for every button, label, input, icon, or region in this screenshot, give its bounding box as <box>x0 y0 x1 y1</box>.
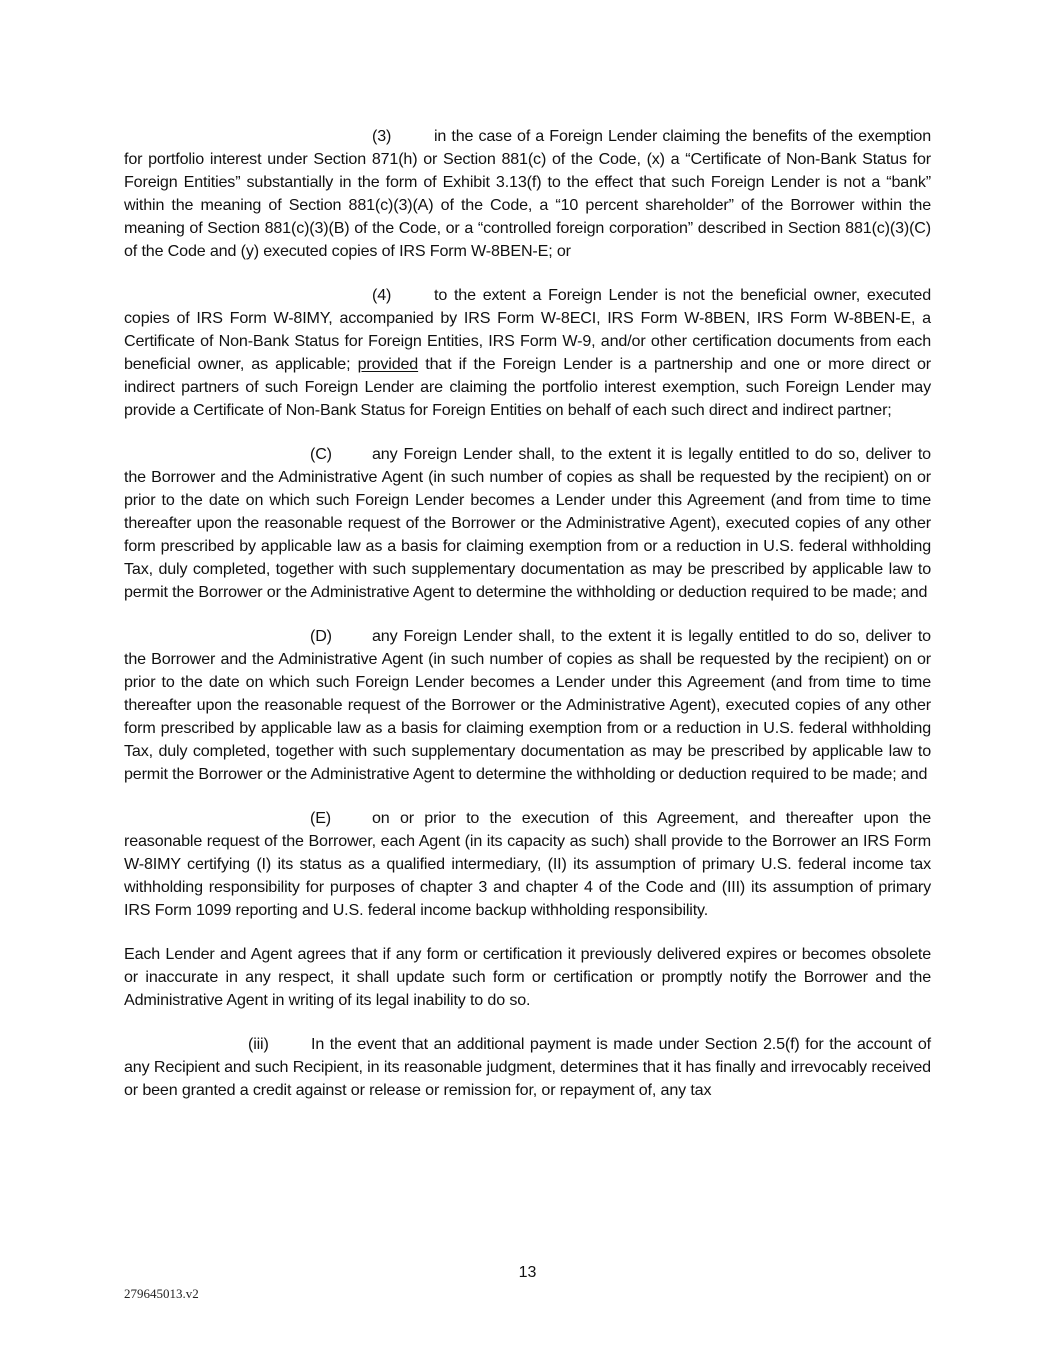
paragraph-marker: (iii) <box>248 1035 269 1053</box>
paragraph-text: on or prior to the execution of this Agreement, and thereafter upon the reasonable request of the Borrower, each Agent (in its capacity as such) shall provide to the Borrower an IRS Form W-8IMY certifying (I) its status as a qualified intermediary, (II) its assumption of primary U.S. federal income tax withholding responsibility for purposes of chapter 3 and chapter 4 of the Code and (III) its assumption of primary IRS Form 1099 reporting and U.S. federal income backup withholding responsibility. <box>124 809 931 919</box>
paragraph-marker: (3) <box>372 127 392 145</box>
paragraph-c <box>124 443 931 604</box>
paragraph-text: in the case of a Foreign Lender claiming the benefits of the exemption for portfolio interest under Section 871(h) or Section 881(c) of the Code, (x) a “Certificate of Non-Bank Status for Foreign Entities” substantially in the form of Exhibit 3.13(f) to the effect that such Foreign Lender is not a “bank” within the meaning of Section 881(c)(3)(A) of the Code, a “10 percent shareholder” of the Borrower within the meaning of Section 881(c)(3)(B) of the Code, or a “controlled foreign corporation” described in Section 881(c)(3)(C) of the Code and (y) executed copies of IRS Form W-8BEN-E; or <box>124 127 931 260</box>
document-id: 279645013.v2 <box>124 1286 199 1301</box>
paragraph-text: any Foreign Lender shall, to the extent it is legally entitled to do so, deliver to the Borrower and the Administrative Agent (in such number of copies as shall be requested by the recipient) on or prior to the date on which such Foreign Lender becomes a Lender under this Agreement (and from time to time thereafter upon the reasonable request of the Borrower or the Administrative Agent), executed copies of any other form prescribed by applicable law as a basis for claiming exemption from or a reduction in U.S. federal withholding Tax, duly completed, together with such supplementary documentation as may be prescribed by applicable law to permit the Borrower or the Administrative Agent to determine the withholding or deduction required to be made; and <box>124 627 931 783</box>
document-body <box>124 125 931 1123</box>
paragraph-marker: (C) <box>310 445 332 463</box>
paragraph-text: any Foreign Lender shall, to the extent it is legally entitled to do so, deliver to the Borrower and the Administrative Agent (in such number of copies as shall be requested by the recipient) on or prior to the date on which such Foreign Lender becomes a Lender under this Agreement (and from time to time thereafter upon the reasonable request of the Borrower or the Administrative Agent), executed copies of any other form prescribed by applicable law as a basis for claiming exemption from or a reduction in U.S. federal withholding Tax, duly completed, together with such supplementary documentation as may be prescribed by applicable law to permit the Borrower or the Administrative Agent to determine the withholding or deduction required to be made; and <box>124 445 931 601</box>
paragraph-3 <box>124 125 931 263</box>
paragraph-text-after: that if the Foreign Lender is a partnership and one or more direct or indirect partners of such Foreign Lender are claiming the portfolio interest exemption, such Foreign Lender may provide a Certificate of Non-Bank Status for Foreign Entities on behalf of each such direct and indirect partner; <box>124 355 931 419</box>
paragraph-text: In the event that an additional payment is made under Section 2.5(f) for the account of any Recipient and such Recipient, in its reasonable judgment, determines that it has finally and irrevocably received or been granted a credit against or release or remission for, or repayment of, any tax <box>124 1035 931 1099</box>
paragraph-marker: (4) <box>372 286 392 304</box>
paragraph-iii <box>124 1033 931 1102</box>
paragraph-4 <box>124 284 931 422</box>
paragraph-d <box>124 625 931 786</box>
paragraph-marker: (D) <box>310 627 332 645</box>
paragraph-lender-agreement <box>124 943 931 1012</box>
paragraph-marker: (E) <box>310 809 332 827</box>
provided-term: provided <box>357 355 419 373</box>
paragraph-e <box>124 807 931 922</box>
page-number: 13 <box>518 1264 537 1281</box>
paragraph-text: Each Lender and Agent agrees that if any form or certification it previously delivered expires or becomes obsolete or inaccurate in any respect, it shall update such form or certification or promptly notify the Borrower and the Administrative Agent in writing of its legal inability to do so. <box>124 945 931 1009</box>
paragraph-text-before: to the extent a Foreign Lender is not the beneficial owner, executed copies of IRS Form W-8IMY, accompanied by IRS Form W-8ECI, IRS Form W-8BEN, IRS Form W-8BEN-E, a Certificate of Non-Bank Status for Foreign Entities, IRS Form W-9, and/or other certification documents from each beneficial owner, as applicable; <box>124 286 931 373</box>
